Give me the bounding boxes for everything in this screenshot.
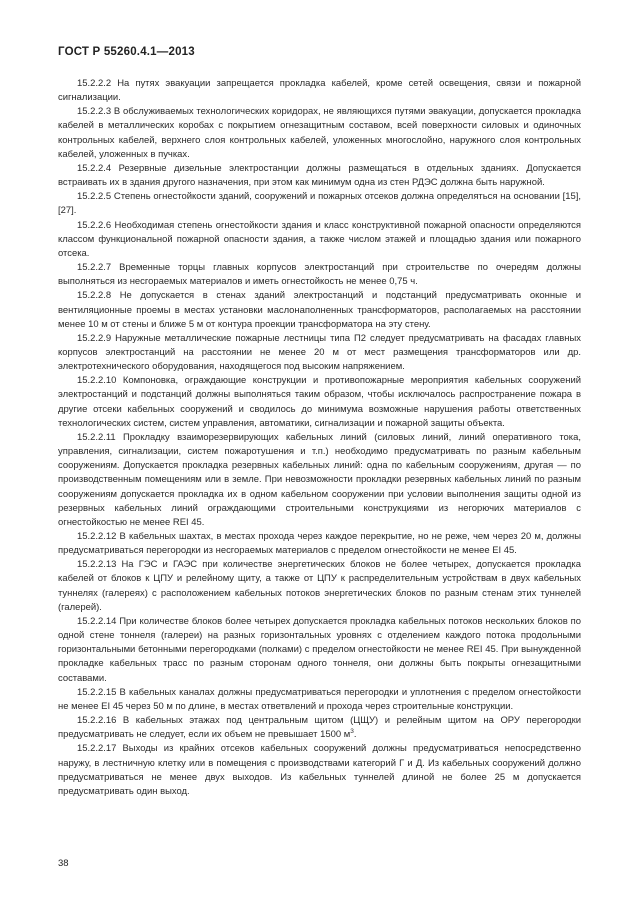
paragraph-15-2-2-11: 15.2.2.11 Прокладку взаиморезервирующих кабельных линий (силовых линий, линий оперативного тока, управления, сигнализации, систем пожаротушения и т.п.) необходимо предусматривать по разным кабельным сооружениям. Допускается прокладка резервных кабельных линий: одна по кабельным сооружениям, другая — по производственным помещениям или в земле. При невозможности прокладки резервных кабельных линий по разным сооружениям допускается прокладка их в одном кабельном сооружении при условии выполнения защиты одной из резервных кабельных линий ограждающими строительными конструкциями из негорючих материалов с огнестойкостью не менее REI 45. — [58, 431, 581, 528]
paragraph-15-2-2-6: 15.2.2.6 Необходимая степень огнестойкости здания и класс конструктивной пожарной опасности определяются классом функциональной пожарной опасности здания, а также числом этажей и площадью здания или пожарного отсека. — [58, 219, 581, 259]
paragraph-15-2-2-7: 15.2.2.7 Временные торцы главных корпусов электростанций при строительстве по очередям должны выполняться из несгораемых материалов и иметь огнестойкость не менее 0,75 ч. — [58, 262, 581, 288]
page-number: 38 — [58, 858, 69, 869]
paragraph-15-2-2-16-end: . — [353, 729, 357, 741]
paragraph-15-2-2-5: 15.2.2.5 Степень огнестойкости зданий, сооружений и пожарных отсеков должна определяться на основании [15], [27]. — [58, 191, 581, 217]
paragraph-15-2-2-8: 15.2.2.8 Не допускается в стенах зданий электростанций и подстанций предусматривать оконные и вентиляционные проемы в местах установки маслонаполненных трансформаторов, располагаемых на расстоянии менее 10 м от стены и ближе 5 м от контура проекции трансформатора на эту стену. — [58, 290, 581, 330]
paragraph-15-2-2-2: 15.2.2.2 На путях эвакуации запрещается прокладка кабелей, кроме сетей освещения, связи и пожарной сигнализации. — [58, 78, 581, 104]
paragraph-15-2-2-14: 15.2.2.14 При количестве блоков более четырех допускается прокладка кабельных потоков нескольких блоков по одной стене тоннеля (галереи) на разных горизонтальных уровнях с отделением каждого потока продольными горизонтальными бетонными перегородками (полками) с пределом огнестойкости не менее REI 45. При вынужденной прокладке кабельных трасс по разным сторонам одного тоннеля, они должны быть покрыты огнезащитными составами. — [58, 615, 581, 684]
paragraph-15-2-2-3: 15.2.2.3 В обслуживаемых технологических коридорах, не являющихся путями эвакуации, допускается прокладка кабелей в металлических коробах с покрытием огнезащитным составом, всей поверхности силовых и одиночных контрольных кабелей, верхнего слоя контрольных кабелей, уложенных многослойно, наружного слоя контрольных кабелей, уложенных в пучках. — [58, 106, 581, 160]
paragraph-15-2-2-13: 15.2.2.13 На ГЭС и ГАЭС при количестве энергетических блоков не более четырех, допускается прокладка кабелей от блоков к ЦПУ и релейному щиту, а также от ЦПУ к распределительным устройствам в двух кабельных туннелях (галереях) с расположением кабельных потоков энергетических блоков по разным стенам этих туннелей (галерей). — [58, 559, 581, 613]
document-header: ГОСТ Р 55260.4.1—2013 — [58, 46, 195, 58]
paragraph-15-2-2-16-text: 15.2.2.16 В кабельных этажах под центральным щитом (ЦЩУ) и релейным щитом на ОРУ перегородки предусматривать не следует, если их объем не превышает 1500 м — [58, 715, 581, 741]
paragraph-15-2-2-4: 15.2.2.4 Резервные дизельные электростанции должны размещаться в отдельных зданиях. Допускается встраивать их в здания другого назначения, при этом как минимум одна из стен РДЭС должна быть наружной. — [58, 162, 581, 189]
paragraph-15-2-2-12: 15.2.2.12 В кабельных шахтах, в местах прохода через каждое перекрытие, но не реже, чем через 20 м, должны предусматриваться перегородки из несгораемых материалов с пределом огнестойкости не менее EI 45. — [58, 531, 581, 557]
paragraph-15-2-2-16 — [58, 714, 581, 742]
paragraph-15-2-2-9: 15.2.2.9 Наружные металлические пожарные лестницы типа П2 следует предусматривать на фасадах главных корпусов электростанций на расстоянии не менее 20 м от мест размещения трансформаторов или др. электротехнического оборудования, находящегося под высоким напряжением. — [58, 332, 581, 373]
paragraph-15-2-2-10: 15.2.2.10 Компоновка, ограждающие конструкции и противопожарные мероприятия кабельных сооружений электростанций и подстанций должны выполняться таким образом, чтобы исключалось распространение пожара в другие отсеки кабельных сооружений и сводилось до минимума возможные нарушения работы ответственных технологических систем, систем управления, автоматики, сигнализации и пожарной защиты объекта. — [58, 375, 581, 429]
paragraph-15-2-2-15: 15.2.2.15 В кабельных каналах должны предусматриваться перегородки и уплотнения с пределом огнестойкости не менее EI 45 через 50 м по длине, в местах ответвлений и прохода через строительные конструкции. — [58, 686, 581, 712]
document-body — [58, 77, 581, 799]
paragraph-15-2-2-17: 15.2.2.17 Выходы из крайних отсеков кабельных сооружений должны предусматриваться непосредственно наружу, в лестничную клетку или в помещения с производствами категорий Г и Д. Из кабельных сооружений должно предусматриваться не менее двух выходов. Из кабельных туннелей длиной не более 25 м допускается предусматривать один выход. — [58, 743, 581, 797]
superscript-cubic: 3 — [350, 728, 354, 736]
